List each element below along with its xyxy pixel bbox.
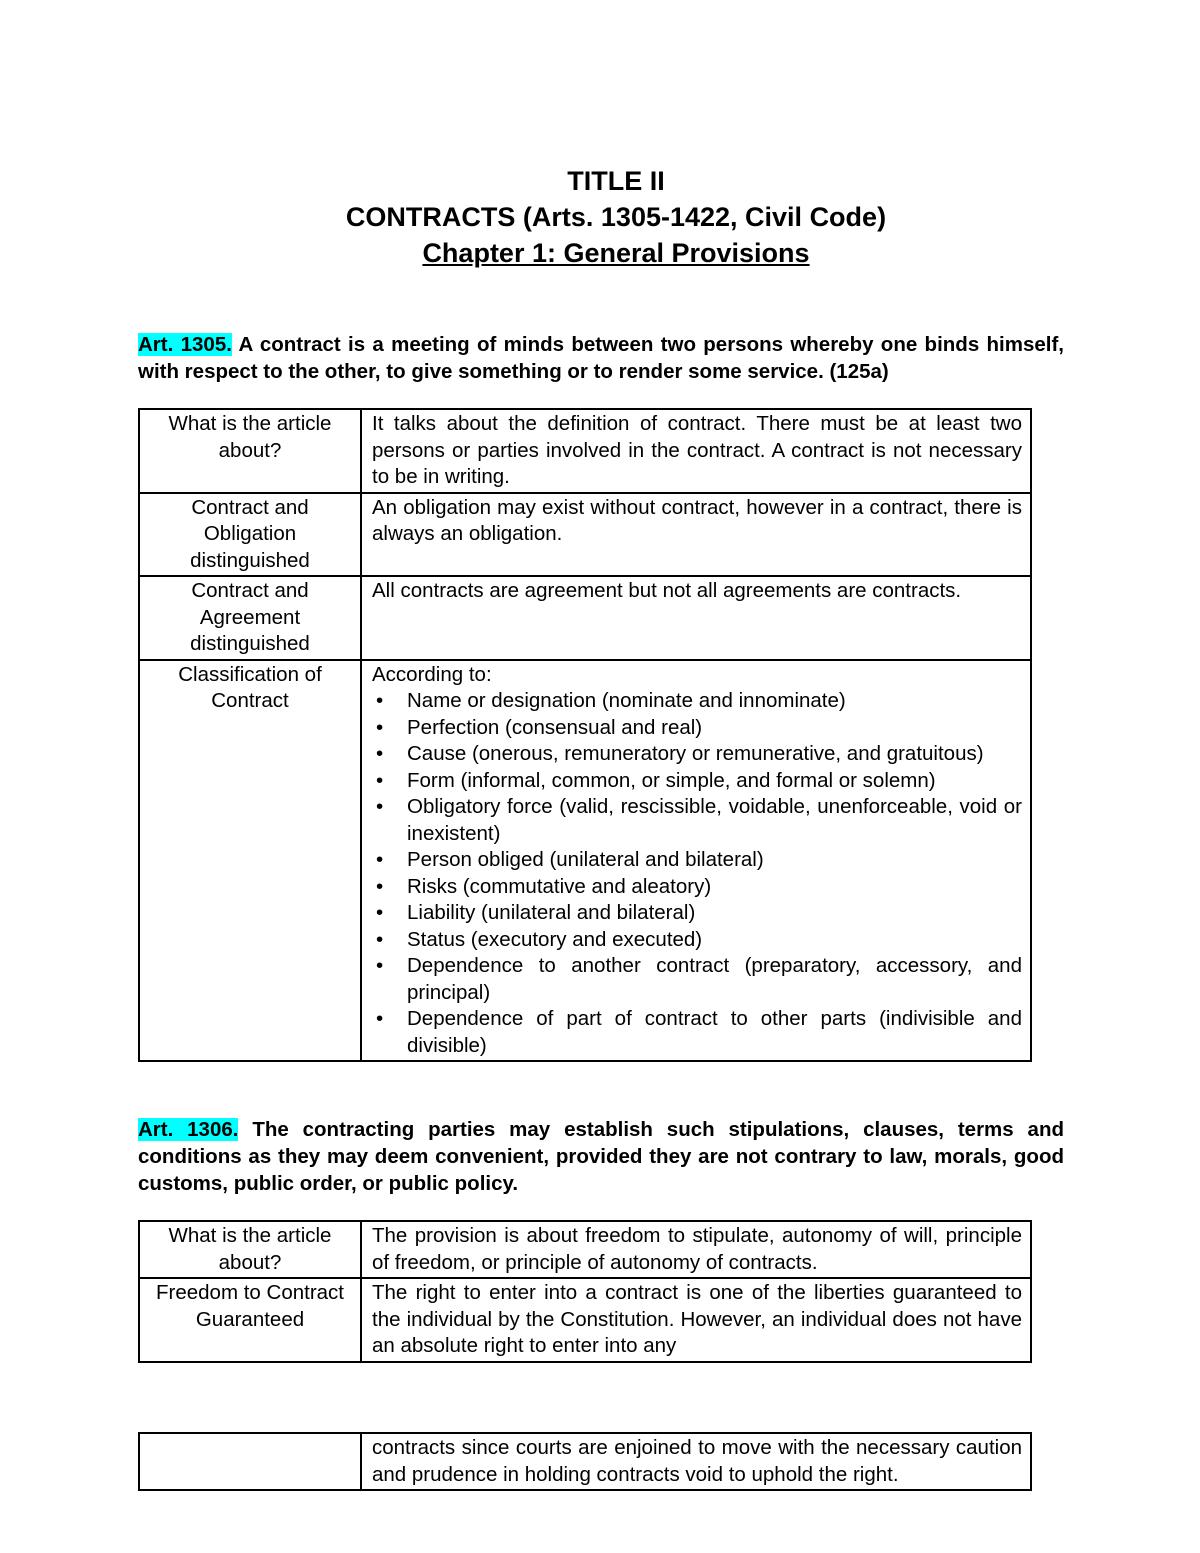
bullet-icon: • [376,874,384,898]
row-content: The provision is about freedom to stipulate, autonomy of will, principle of freedom, or principle of autonomy of contracts. [361,1221,1031,1278]
bullet-icon: • [376,768,384,792]
bullet-icon: • [376,848,384,871]
table-row [139,576,1031,660]
row-content: An obligation may exist without contract, however in a contract, there is always an obligation. [361,493,1031,577]
bullet-icon: • [376,715,384,739]
table-row [139,493,1031,577]
row-label [139,1433,361,1490]
title: TITLE II [567,166,665,196]
list-item: • Person obliged (unilateral and bilateral) [372,847,1022,874]
list-item: • Dependence to another contract (preparatory, accessory, and principal) [376,954,1022,1004]
list-item: • Cause (onerous, remuneratory or remunerative, and gratuitous) [372,741,1022,768]
chapter-heading: Chapter 1: General Provisions [422,238,810,268]
continuation-table [138,1432,1032,1491]
title-block [0,163,1200,271]
list-item: • Status (executory and executed) [372,927,1022,954]
table-row [139,660,1031,1062]
article-1306-text: The contracting parties may establish such stipulations, clauses, terms and conditions as they may deem convenient, provided they are not contrary to law, morals, good customs, public order, or public policy. [138,1118,1064,1195]
row-content: contracts since courts are enjoined to move with the necessary caution and prudence in holding contracts void to uphold the right. [361,1433,1031,1490]
list-item: • Name or designation (nominate and innominate) [372,688,1022,715]
list-item: • Perfection (consensual and real) [372,715,1022,742]
row-content [361,660,1031,1062]
bullet-icon: • [376,689,384,712]
bullet-icon: • [376,901,384,924]
bullet-icon: • [376,795,384,818]
article-1306-number: Art. 1306. [138,1118,239,1141]
article-1305-text: A contract is a meeting of minds between two persons whereby one binds himself, with respect to the other, to give something or to render some service. (125a) [138,333,1064,383]
list-item: • Form (informal, common, or simple, and formal or solemn) [372,768,1022,795]
row-label: Contract and Agreement distinguished [139,576,361,660]
article-1305 [138,331,1064,385]
article-1306 [138,1116,1064,1197]
row-content: All contracts are agreement but not all agreements are contracts. [361,576,1031,660]
article-1305-table [138,408,1032,1062]
row-label: Classification of Contract [139,660,361,1062]
bullet-icon: • [376,1007,384,1030]
list-item: • Liability (unilateral and bilateral) [372,900,1022,927]
table-row [139,1433,1031,1490]
row-content: The right to enter into a contract is one of the liberties guaranteed to the individual by the Constitution. However, an individual does not have an absolute right to enter into any [361,1278,1031,1362]
table-row [139,409,1031,493]
article-1305-number: Art. 1305. [138,333,232,356]
row-content: It talks about the definition of contract. There must be at least two persons or parties involved in the contract. A contract is not necessary to be in writing. [361,409,1031,493]
list-item: • Obligatory force (valid, rescissible, voidable, unenforceable, void or inexistent) [376,795,1022,845]
list-item: • Dependence of part of contract to other parts (indivisible and divisible) [376,1007,1022,1057]
bullet-icon: • [376,954,384,977]
bullet-icon: • [376,927,384,951]
list-item: • Risks (commutative and aleatory) [372,874,1022,901]
classification-list [372,688,1022,1059]
subtitle: CONTRACTS (Arts. 1305-1422, Civil Code) [345,202,887,232]
table-row [139,1278,1031,1362]
row-label: What is the article about? [139,409,361,493]
row-label: What is the article about? [139,1221,361,1278]
row-label: Freedom to Contract Guaranteed [139,1278,361,1362]
row-label: Contract and Obligation distinguished [139,493,361,577]
bullet-icon: • [376,742,384,765]
classification-intro: According to: [372,662,492,686]
article-1306-table [138,1220,1032,1363]
table-row [139,1221,1031,1278]
